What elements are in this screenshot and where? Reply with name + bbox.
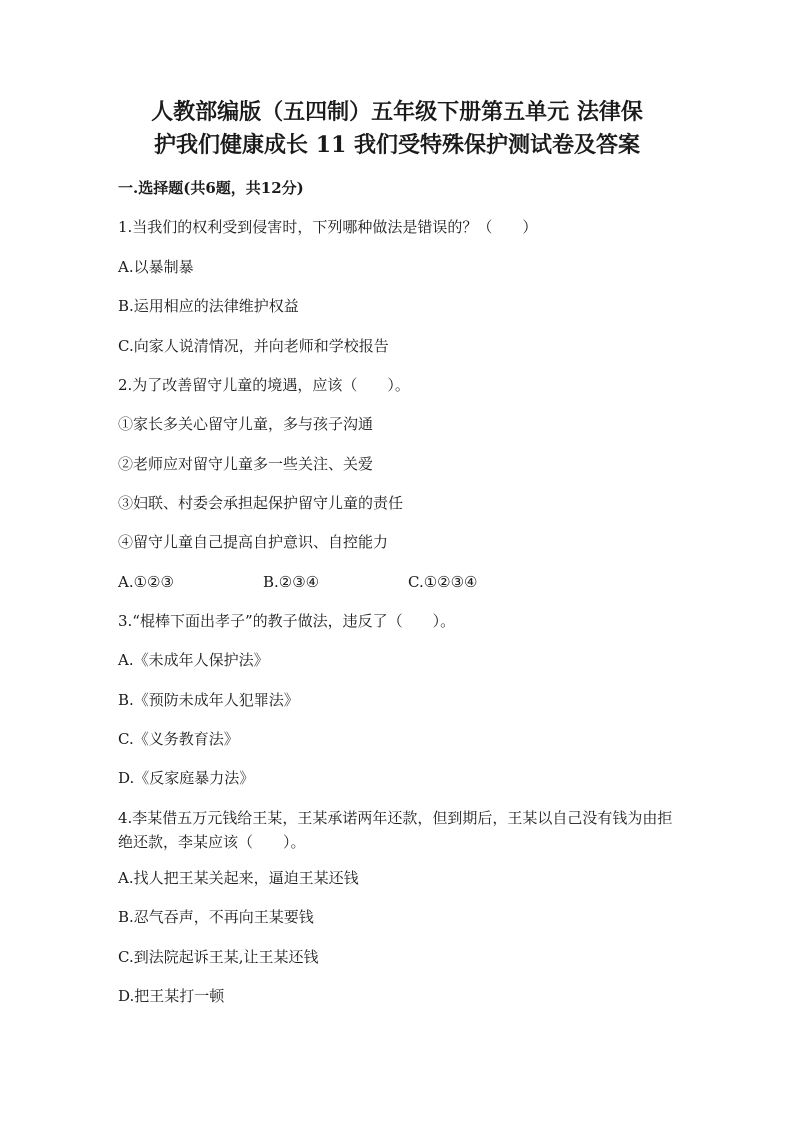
- question-2-option-a: A.①②③: [118, 573, 174, 591]
- question-1-stem: 1.当我们的权利受到侵害时，下列哪种做法是错误的？（ ）: [118, 218, 538, 236]
- question-3-stem: 3.“棍棒下面出孝子”的教子做法，违反了（ ）。: [118, 612, 456, 630]
- question-2-statement-3: ③妇联、村委会承担起保护留守儿童的责任: [118, 494, 404, 512]
- question-4-option-a: A.找人把王某关起来，逼迫王某还钱: [118, 869, 359, 887]
- question-2-statement-1: ①家长多关心留守儿童，多与孩子沟通: [118, 415, 374, 433]
- question-1-option-b: B.运用相应的法律维护权益: [118, 297, 299, 315]
- question-2-stem: 2.为了改善留守儿童的境遇，应该（ ）。: [118, 376, 410, 394]
- question-4-option-b: B.忍气吞声，不再向王某要钱: [118, 908, 314, 926]
- question-2-option-c: C.①②③④: [408, 573, 478, 591]
- question-3-option-d: D.《反家庭暴力法》: [118, 769, 255, 787]
- question-1-option-c: C.向家人说清情况，并向老师和学校报告: [118, 337, 389, 355]
- section-heading: 一.选择题(共6题，共12分): [118, 179, 304, 197]
- question-3-option-c: C.《义务教育法》: [118, 730, 239, 748]
- question-3-option-a: A.《未成年人保护法》: [118, 651, 269, 669]
- question-4-option-c: C.到法院起诉王某,让王某还钱: [118, 948, 319, 966]
- document-title-line-2: 护我们健康成长 11 我们受特殊保护测试卷及答案: [154, 132, 640, 158]
- question-3-option-b: B.《预防未成年人犯罪法》: [118, 691, 299, 709]
- question-2-options-row: [118, 572, 678, 592]
- question-2-statement-2: ②老师应对留守儿童多一些关注、关爱: [118, 455, 374, 473]
- question-4-stem: 4.李某借五万元钱给王某，王某承诺两年还款，但到期后，王某以自己没有钱为由拒绝还款，李某应该（ ）。: [118, 809, 673, 851]
- question-1-option-a: A.以暴制暴: [118, 258, 194, 276]
- question-2-option-b: B.②③④: [263, 573, 320, 591]
- question-4-option-d: D.把王某打一顿: [118, 987, 225, 1005]
- question-2-statement-4: ④留守儿童自己提高自护意识、自控能力: [118, 533, 389, 551]
- document-title-line-1: 人教部编版（五四制）五年级下册第五单元 法律保: [151, 99, 643, 125]
